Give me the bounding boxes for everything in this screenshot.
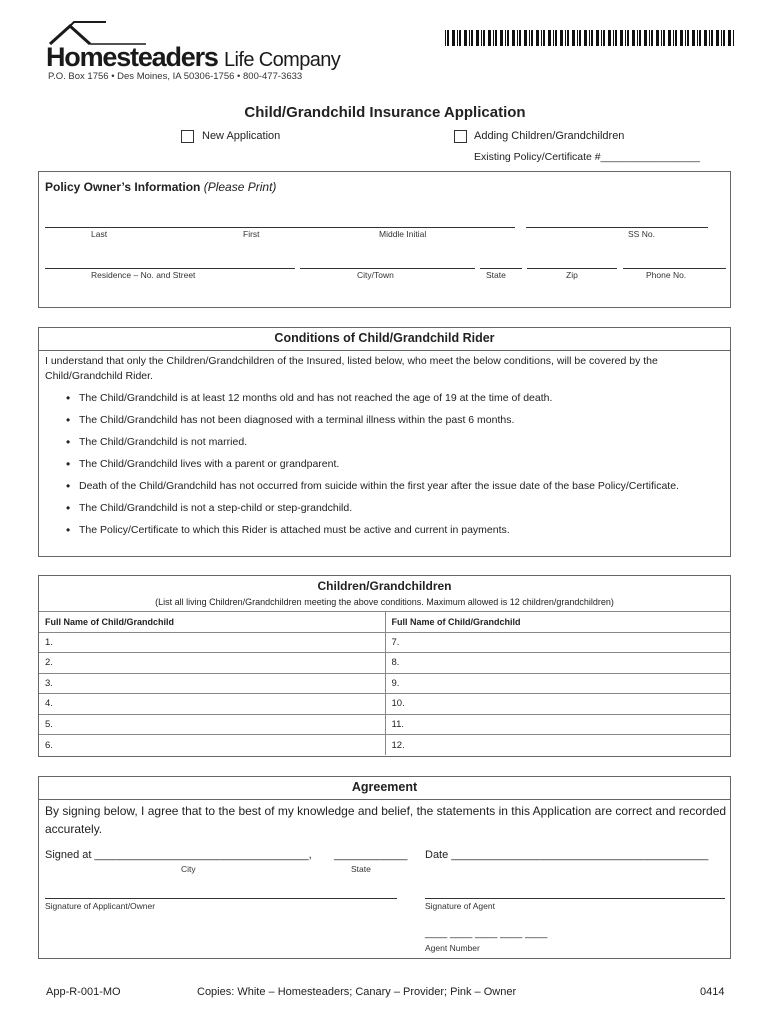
conditions-section <box>38 327 731 557</box>
company-logo <box>46 20 341 82</box>
city-line[interactable] <box>300 268 475 269</box>
agreement-section <box>38 776 731 959</box>
city-label: City/Town <box>357 270 394 280</box>
phone-line[interactable] <box>623 268 726 269</box>
divider <box>39 350 730 351</box>
child-name-cell[interactable]: 1. <box>39 632 385 653</box>
policy-owner-heading: Policy Owner’s Information (Please Print) <box>45 180 277 194</box>
list-item: • The Policy/Certificate to which this Rider is attached must be active and current in payments. <box>39 523 699 538</box>
state-label: State <box>351 864 371 874</box>
child-name-cell[interactable]: 12. <box>385 735 730 756</box>
conditions-list <box>39 391 699 545</box>
children-heading: Children/Grandchildren <box>317 579 452 593</box>
agent-signature-label: Signature of Agent <box>425 901 495 911</box>
children-section <box>38 575 731 757</box>
agent-signature-line[interactable] <box>425 898 725 899</box>
child-name-cell[interactable]: 9. <box>385 673 730 694</box>
existing-policy-field[interactable]: Existing Policy/Certificate #_________________ <box>474 151 700 163</box>
list-item: • The Child/Grandchild is not married. <box>39 435 699 450</box>
residence-label: Residence – No. and Street <box>91 270 196 280</box>
child-name-cell[interactable]: 10. <box>385 694 730 715</box>
agent-number-label: Agent Number <box>425 943 480 953</box>
form-code: 0414 <box>700 986 725 998</box>
company-name: Homesteaders Life Company <box>46 42 341 72</box>
adding-children-checkbox[interactable] <box>454 130 467 143</box>
agent-number-field[interactable]: ____ ____ ____ ____ ____ <box>425 928 548 939</box>
conditions-intro: I understand that only the Children/Grandchildren of the Insured, listed below, who meet the below conditions, will be covered by the Child/Grandchild Rider. <box>45 355 658 382</box>
form-id: App-R-001-MO <box>46 986 121 998</box>
child-name-cell[interactable]: 4. <box>39 694 385 715</box>
agreement-text: By signing below, I agree that to the best of my knowledge and belief, the statements in this Application are correct and recorded accurately. <box>45 804 727 836</box>
child-name-cell[interactable]: 7. <box>385 632 730 653</box>
children-subheading: (List all living Children/Grandchildren meeting the above conditions. Maximum allowed is 12 children/grandchildren) <box>155 597 614 607</box>
applicant-signature-label: Signature of Applicant/Owner <box>45 901 156 911</box>
state-label: State <box>486 270 506 280</box>
table-row <box>39 653 730 674</box>
list-item: • The Child/Grandchild has not been diagnosed with a terminal illness within the past 6 months. <box>39 413 699 428</box>
child-name-cell[interactable]: 8. <box>385 653 730 674</box>
child-name-cell[interactable]: 6. <box>39 735 385 756</box>
name-line[interactable] <box>45 227 515 228</box>
new-application-checkbox[interactable] <box>181 130 194 143</box>
form-title: Child/Grandchild Insurance Application <box>244 104 526 121</box>
list-item: • Death of the Child/Grandchild has not occurred from suicide within the first year after the issue date of the base Policy/Certificate. <box>39 479 699 494</box>
agreement-heading: Agreement <box>351 780 418 794</box>
col-header-right: Full Name of Child/Grandchild <box>385 612 730 633</box>
divider <box>39 799 730 800</box>
barcode-image <box>445 30 737 46</box>
conditions-heading: Conditions of Child/Grandchild Rider <box>274 331 495 345</box>
child-name-cell[interactable]: 11. <box>385 714 730 735</box>
table-row <box>39 714 730 735</box>
residence-line[interactable] <box>45 268 295 269</box>
list-item: • The Child/Grandchild is not a step-child or step-grandchild. <box>39 501 699 516</box>
zip-line[interactable] <box>527 268 617 269</box>
list-item: • The Child/Grandchild is at least 12 months old and has not reached the age of 19 at the time of death. <box>39 391 699 406</box>
adding-children-label: Adding Children/Grandchildren <box>474 130 625 142</box>
children-table <box>39 611 730 755</box>
child-name-cell[interactable]: 5. <box>39 714 385 735</box>
ssn-label: SS No. <box>628 229 655 239</box>
applicant-signature-line[interactable] <box>45 898 397 899</box>
col-header-left: Full Name of Child/Grandchild <box>39 612 385 633</box>
copies-note: Copies: White – Homesteaders; Canary – Provider; Pink – Owner <box>197 986 517 998</box>
city-label: City <box>181 864 196 874</box>
table-row <box>39 694 730 715</box>
list-item: • The Child/Grandchild lives with a parent or grandparent. <box>39 457 699 472</box>
ssn-line[interactable] <box>526 227 708 228</box>
child-name-cell[interactable]: 2. <box>39 653 385 674</box>
child-name-cell[interactable]: 3. <box>39 673 385 694</box>
middle-initial-label: Middle Initial <box>379 229 427 239</box>
table-row <box>39 735 730 756</box>
phone-label: Phone No. <box>646 270 687 280</box>
state-field[interactable]: ____________ <box>334 849 408 861</box>
company-address: P.O. Box 1756 • Des Moines, IA 50306-1756 • 800-477-3633 <box>48 71 303 82</box>
table-row <box>39 673 730 694</box>
new-application-label: New Application <box>202 130 281 142</box>
last-label: Last <box>91 229 108 239</box>
signed-at-field[interactable]: Signed at ___________________________________, <box>45 849 312 861</box>
first-label: First <box>243 229 260 239</box>
zip-label: Zip <box>566 270 578 280</box>
policy-owner-section <box>38 171 731 308</box>
table-row <box>39 632 730 653</box>
state-line[interactable] <box>480 268 522 269</box>
date-field[interactable]: Date __________________________________________ <box>425 849 709 861</box>
